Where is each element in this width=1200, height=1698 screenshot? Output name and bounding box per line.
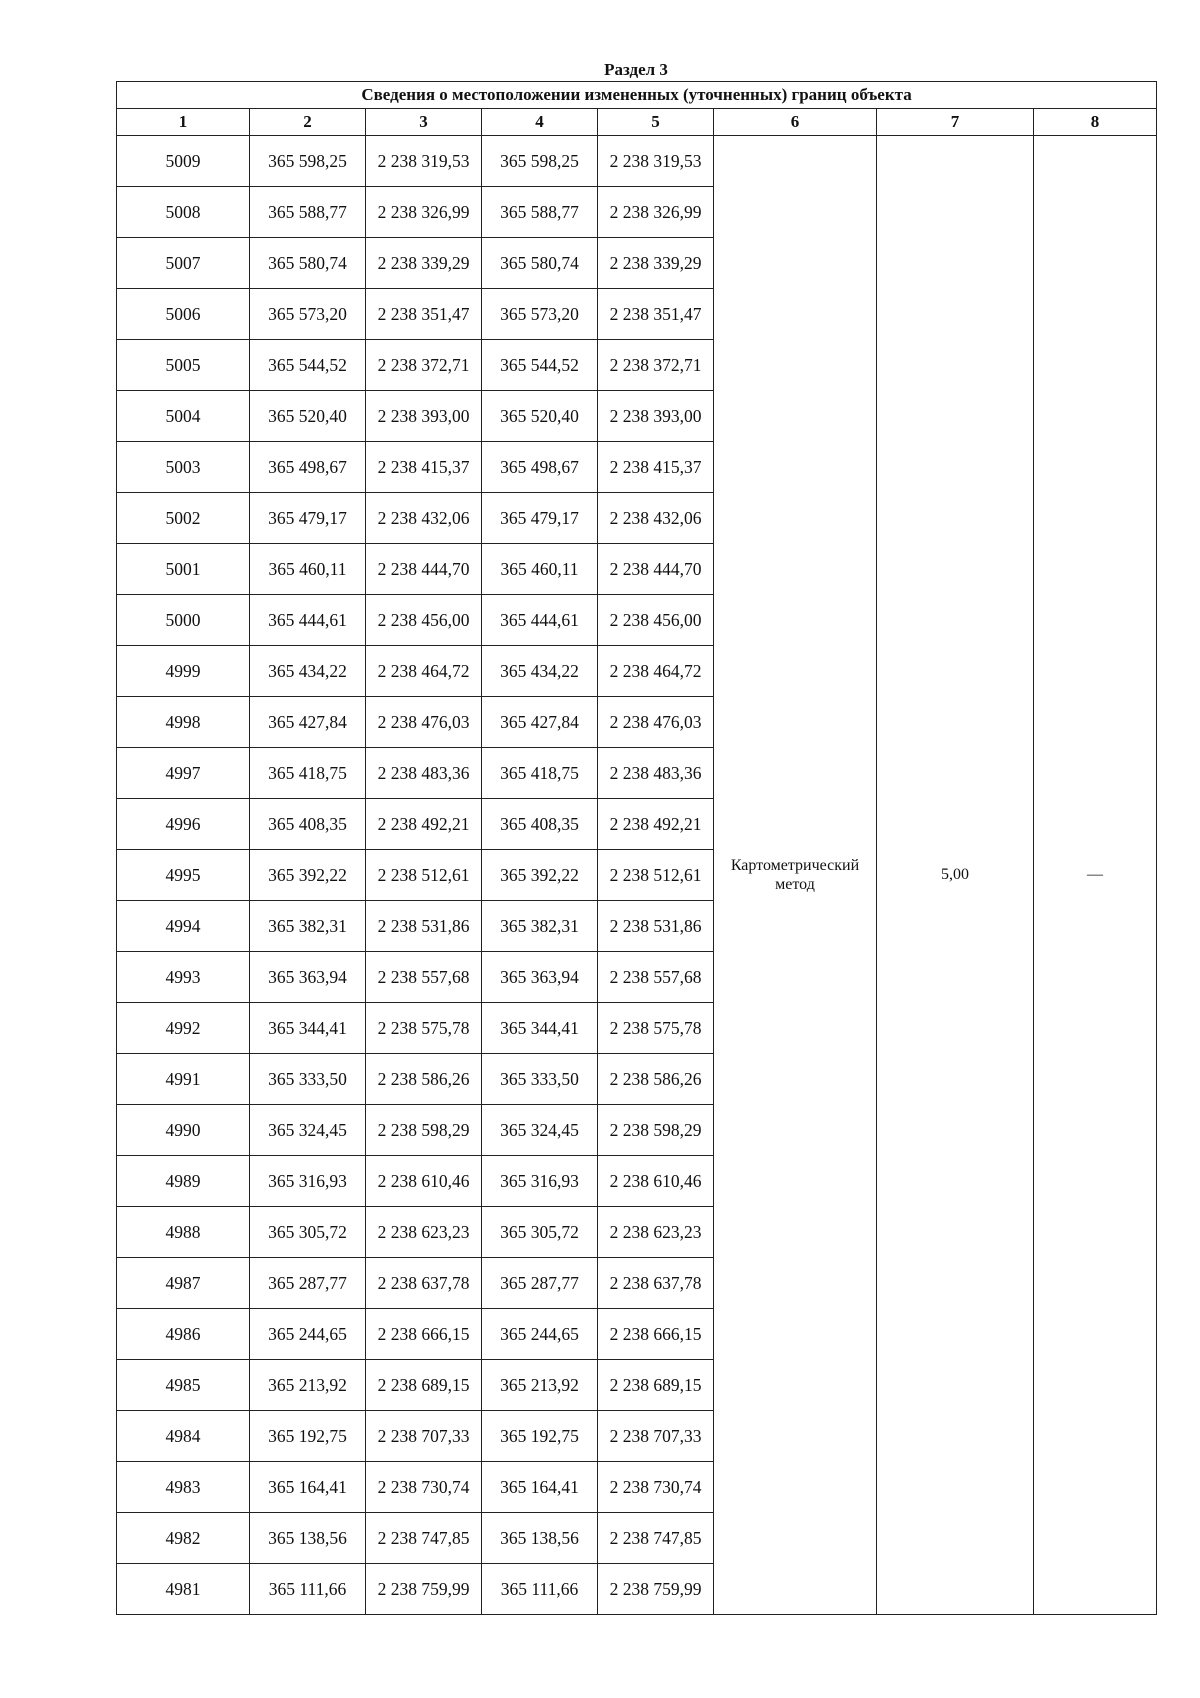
- cell-col-2: 365 287,77: [250, 1258, 366, 1309]
- cell-col-2: 365 427,84: [250, 697, 366, 748]
- cell-col-5: 2 238 319,53: [598, 136, 714, 187]
- cell-col-3: 2 238 610,46: [366, 1156, 482, 1207]
- cell-col-5: 2 238 575,78: [598, 1003, 714, 1054]
- cell-col-2: 365 344,41: [250, 1003, 366, 1054]
- cell-col-4: 365 479,17: [482, 493, 598, 544]
- cell-col-3: 2 238 747,85: [366, 1513, 482, 1564]
- cell-col-1: 5001: [117, 544, 250, 595]
- cell-col-4: 365 305,72: [482, 1207, 598, 1258]
- method-cell: [714, 136, 877, 1615]
- cell-col-3: 2 238 531,86: [366, 901, 482, 952]
- cell-col-3: 2 238 456,00: [366, 595, 482, 646]
- column-number-1: 1: [117, 109, 250, 136]
- cell-col-5: 2 238 598,29: [598, 1105, 714, 1156]
- cell-col-3: 2 238 483,36: [366, 748, 482, 799]
- method-text: Картометрический метод: [730, 857, 860, 893]
- column-number-8: 8: [1034, 109, 1157, 136]
- cell-col-4: 365 573,20: [482, 289, 598, 340]
- cell-col-3: 2 238 351,47: [366, 289, 482, 340]
- cell-col-1: 4986: [117, 1309, 250, 1360]
- column-number-3: 3: [366, 109, 482, 136]
- cell-col-3: 2 238 444,70: [366, 544, 482, 595]
- cell-col-4: 365 316,93: [482, 1156, 598, 1207]
- cell-col-1: 5006: [117, 289, 250, 340]
- cell-col-2: 365 520,40: [250, 391, 366, 442]
- cell-col-5: 2 238 492,21: [598, 799, 714, 850]
- cell-col-2: 365 363,94: [250, 952, 366, 1003]
- cell-col-2: 365 392,22: [250, 850, 366, 901]
- cell-col-3: 2 238 730,74: [366, 1462, 482, 1513]
- cell-col-2: 365 434,22: [250, 646, 366, 697]
- boundary-table: [116, 81, 1157, 1615]
- cell-col-2: 365 544,52: [250, 340, 366, 391]
- cell-col-3: 2 238 415,37: [366, 442, 482, 493]
- cell-col-3: 2 238 464,72: [366, 646, 482, 697]
- cell-col-5: 2 238 512,61: [598, 850, 714, 901]
- cell-col-3: 2 238 666,15: [366, 1309, 482, 1360]
- cell-col-3: 2 238 637,78: [366, 1258, 482, 1309]
- cell-col-2: 365 138,56: [250, 1513, 366, 1564]
- cell-col-5: 2 238 415,37: [598, 442, 714, 493]
- cell-col-4: 365 382,31: [482, 901, 598, 952]
- cell-col-3: 2 238 339,29: [366, 238, 482, 289]
- cell-col-1: 4994: [117, 901, 250, 952]
- cell-col-4: 365 111,66: [482, 1564, 598, 1615]
- cell-col-1: 4991: [117, 1054, 250, 1105]
- cell-col-1: 4981: [117, 1564, 250, 1615]
- cell-col-2: 365 479,17: [250, 493, 366, 544]
- cell-col-4: 365 598,25: [482, 136, 598, 187]
- cell-col-2: 365 111,66: [250, 1564, 366, 1615]
- cell-col-4: 365 244,65: [482, 1309, 598, 1360]
- cell-col-4: 365 213,92: [482, 1360, 598, 1411]
- cell-col-2: 365 324,45: [250, 1105, 366, 1156]
- cell-col-1: 4985: [117, 1360, 250, 1411]
- cell-col-5: 2 238 730,74: [598, 1462, 714, 1513]
- cell-col-4: 365 392,22: [482, 850, 598, 901]
- description-cell: —: [1034, 136, 1157, 1615]
- cell-col-1: 4983: [117, 1462, 250, 1513]
- cell-col-5: 2 238 456,00: [598, 595, 714, 646]
- cell-col-3: 2 238 432,06: [366, 493, 482, 544]
- cell-col-1: 4990: [117, 1105, 250, 1156]
- cell-col-2: 365 333,50: [250, 1054, 366, 1105]
- cell-col-1: 4999: [117, 646, 250, 697]
- cell-col-4: 365 192,75: [482, 1411, 598, 1462]
- cell-col-5: 2 238 610,46: [598, 1156, 714, 1207]
- cell-col-5: 2 238 666,15: [598, 1309, 714, 1360]
- cell-col-4: 365 427,84: [482, 697, 598, 748]
- cell-col-3: 2 238 492,21: [366, 799, 482, 850]
- column-number-6: 6: [714, 109, 877, 136]
- column-number-row: [117, 109, 1157, 136]
- cell-col-2: 365 164,41: [250, 1462, 366, 1513]
- cell-col-5: 2 238 432,06: [598, 493, 714, 544]
- cell-col-5: 2 238 689,15: [598, 1360, 714, 1411]
- cell-col-2: 365 573,20: [250, 289, 366, 340]
- cell-col-1: 4993: [117, 952, 250, 1003]
- cell-col-3: 2 238 689,15: [366, 1360, 482, 1411]
- cell-col-4: 365 418,75: [482, 748, 598, 799]
- cell-col-1: 4992: [117, 1003, 250, 1054]
- cell-col-2: 365 382,31: [250, 901, 366, 952]
- table-caption: Сведения о местоположении измененных (уточненных) границ объекта: [117, 82, 1157, 109]
- cell-col-1: 4984: [117, 1411, 250, 1462]
- table-row: [117, 136, 1157, 187]
- column-number-4: 4: [482, 109, 598, 136]
- cell-col-4: 365 287,77: [482, 1258, 598, 1309]
- cell-col-4: 365 520,40: [482, 391, 598, 442]
- cell-col-4: 365 324,45: [482, 1105, 598, 1156]
- column-number-5: 5: [598, 109, 714, 136]
- cell-col-5: 2 238 759,99: [598, 1564, 714, 1615]
- cell-col-3: 2 238 393,00: [366, 391, 482, 442]
- cell-col-5: 2 238 351,47: [598, 289, 714, 340]
- cell-col-3: 2 238 476,03: [366, 697, 482, 748]
- section-title: Раздел 3: [604, 60, 668, 79]
- cell-col-1: 4996: [117, 799, 250, 850]
- cell-col-1: 4989: [117, 1156, 250, 1207]
- cell-col-5: 2 238 623,23: [598, 1207, 714, 1258]
- cell-col-3: 2 238 326,99: [366, 187, 482, 238]
- cell-col-4: 365 164,41: [482, 1462, 598, 1513]
- cell-col-2: 365 580,74: [250, 238, 366, 289]
- cell-col-1: 4995: [117, 850, 250, 901]
- cell-col-2: 365 316,93: [250, 1156, 366, 1207]
- cell-col-1: 4997: [117, 748, 250, 799]
- cell-col-4: 365 580,74: [482, 238, 598, 289]
- cell-col-1: 5000: [117, 595, 250, 646]
- table-body: [117, 136, 1157, 1615]
- cell-col-5: 2 238 476,03: [598, 697, 714, 748]
- cell-col-3: 2 238 707,33: [366, 1411, 482, 1462]
- cell-col-5: 2 238 444,70: [598, 544, 714, 595]
- cell-col-1: 5005: [117, 340, 250, 391]
- cell-col-1: 5004: [117, 391, 250, 442]
- cell-col-5: 2 238 483,36: [598, 748, 714, 799]
- column-number-2: 2: [250, 109, 366, 136]
- cell-col-3: 2 238 372,71: [366, 340, 482, 391]
- cell-col-5: 2 238 326,99: [598, 187, 714, 238]
- cell-col-3: 2 238 319,53: [366, 136, 482, 187]
- cell-col-4: 365 363,94: [482, 952, 598, 1003]
- accuracy-cell: 5,00: [877, 136, 1034, 1615]
- cell-col-4: 365 460,11: [482, 544, 598, 595]
- cell-col-2: 365 244,65: [250, 1309, 366, 1360]
- cell-col-4: 365 333,50: [482, 1054, 598, 1105]
- cell-col-1: 5002: [117, 493, 250, 544]
- cell-col-2: 365 588,77: [250, 187, 366, 238]
- cell-col-2: 365 408,35: [250, 799, 366, 850]
- cell-col-1: 5008: [117, 187, 250, 238]
- cell-col-3: 2 238 512,61: [366, 850, 482, 901]
- cell-col-1: 4988: [117, 1207, 250, 1258]
- cell-col-3: 2 238 598,29: [366, 1105, 482, 1156]
- cell-col-3: 2 238 759,99: [366, 1564, 482, 1615]
- cell-col-3: 2 238 623,23: [366, 1207, 482, 1258]
- cell-col-2: 365 418,75: [250, 748, 366, 799]
- cell-col-3: 2 238 557,68: [366, 952, 482, 1003]
- cell-col-1: 4998: [117, 697, 250, 748]
- cell-col-2: 365 460,11: [250, 544, 366, 595]
- cell-col-1: 5003: [117, 442, 250, 493]
- cell-col-3: 2 238 575,78: [366, 1003, 482, 1054]
- cell-col-5: 2 238 393,00: [598, 391, 714, 442]
- cell-col-4: 365 408,35: [482, 799, 598, 850]
- cell-col-2: 365 444,61: [250, 595, 366, 646]
- cell-col-5: 2 238 707,33: [598, 1411, 714, 1462]
- cell-col-2: 365 305,72: [250, 1207, 366, 1258]
- cell-col-5: 2 238 339,29: [598, 238, 714, 289]
- cell-col-1: 5007: [117, 238, 250, 289]
- cell-col-5: 2 238 586,26: [598, 1054, 714, 1105]
- cell-col-5: 2 238 372,71: [598, 340, 714, 391]
- cell-col-1: 5009: [117, 136, 250, 187]
- cell-col-4: 365 138,56: [482, 1513, 598, 1564]
- cell-col-2: 365 598,25: [250, 136, 366, 187]
- cell-col-2: 365 192,75: [250, 1411, 366, 1462]
- cell-col-1: 4987: [117, 1258, 250, 1309]
- cell-col-5: 2 238 464,72: [598, 646, 714, 697]
- column-number-7: 7: [877, 109, 1034, 136]
- cell-col-2: 365 498,67: [250, 442, 366, 493]
- cell-col-5: 2 238 557,68: [598, 952, 714, 1003]
- cell-col-1: 4982: [117, 1513, 250, 1564]
- cell-col-5: 2 238 531,86: [598, 901, 714, 952]
- cell-col-4: 365 344,41: [482, 1003, 598, 1054]
- cell-col-4: 365 544,52: [482, 340, 598, 391]
- cell-col-5: 2 238 637,78: [598, 1258, 714, 1309]
- cell-col-4: 365 444,61: [482, 595, 598, 646]
- cell-col-4: 365 434,22: [482, 646, 598, 697]
- cell-col-3: 2 238 586,26: [366, 1054, 482, 1105]
- cell-col-4: 365 588,77: [482, 187, 598, 238]
- cell-col-5: 2 238 747,85: [598, 1513, 714, 1564]
- cell-col-4: 365 498,67: [482, 442, 598, 493]
- cell-col-2: 365 213,92: [250, 1360, 366, 1411]
